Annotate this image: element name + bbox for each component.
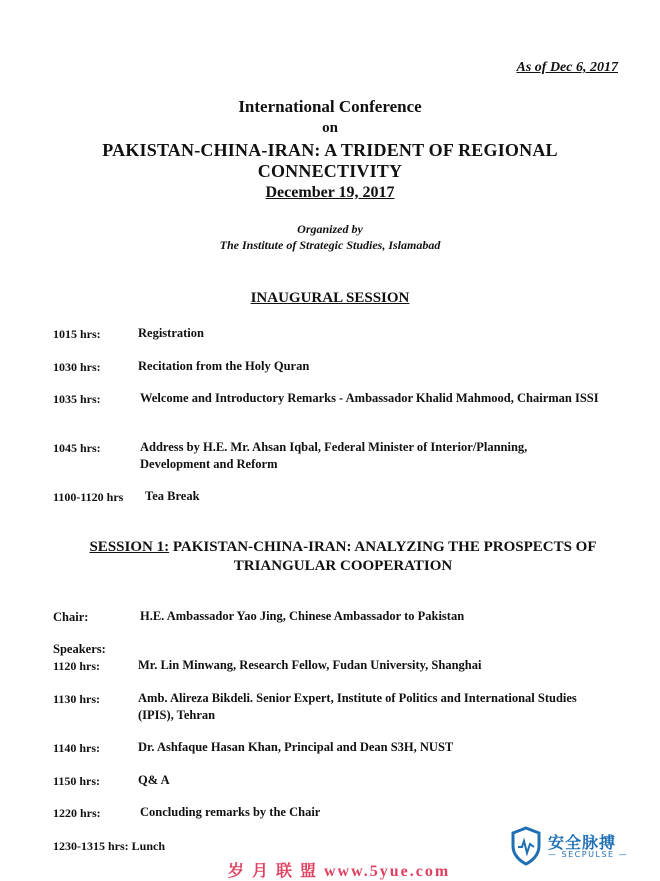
title-line-2: on (322, 120, 338, 136)
speakers-label: Speakers: (53, 642, 106, 656)
schedule-time: 1100-1120 hrs (53, 490, 124, 504)
schedule-time: 1130 hrs: (53, 692, 101, 706)
inaugural-session-heading: INAUGURAL SESSION (250, 290, 410, 306)
schedule-item: Q& A (138, 773, 170, 787)
organized-by-label: Organized by (297, 222, 363, 236)
schedule-item: Address by H.E. Mr. Ahsan Iqbal, Federal Minister of Interior/Planning, Development and Reform (140, 440, 528, 471)
chair-label: Chair: (53, 610, 89, 624)
schedule-time: 1035 hrs: (53, 392, 101, 406)
schedule-time: 1150 hrs: (53, 774, 101, 788)
session-1-title: PAKISTAN-CHINA-IRAN: ANALYZING THE PROSPECTS OF TRIANGULAR COOPERATION (172, 539, 597, 574)
schedule-item: Recitation from the Holy Quran (138, 359, 310, 373)
schedule-item: Concluding remarks by the Chair (140, 805, 321, 819)
organizer-name: The Institute of Strategic Studies, Islamabad (219, 238, 441, 252)
session-1-heading (58, 538, 628, 576)
speaker-item: Dr. Ashfaque Hasan Khan, Principal and Dean S3H, NUST (138, 740, 454, 754)
schedule-time: 1045 hrs: (53, 441, 101, 455)
speaker-item: Amb. Alireza Bikdeli. Senior Expert, Institute of Politics and International Studies (IPIS), Tehran (138, 691, 577, 722)
site-watermark: 岁 月 联 盟 www.5yue.com (228, 863, 451, 880)
schedule-item: Welcome and Introductory Remarks - Ambassador Khalid Mahmood, Chairman ISSI (140, 391, 599, 405)
logo-text: 安全脉搏 (548, 833, 617, 852)
schedule-time: 1030 hrs: (53, 360, 101, 374)
chair-name: H.E. Ambassador Yao Jing, Chinese Ambassador to Pakistan (140, 609, 465, 623)
shield-icon (510, 826, 542, 866)
conference-title: PAKISTAN-CHINA-IRAN: A TRIDENT OF REGIONAL CONNECTIVITY (102, 140, 558, 181)
schedule-item: Tea Break (145, 489, 200, 503)
conference-date: December 19, 2017 (265, 184, 395, 201)
schedule-time: 1140 hrs: (53, 741, 101, 755)
title-line-1: International Conference (238, 97, 422, 116)
schedule-time: 1015 hrs: (53, 327, 101, 341)
logo-subtext: — SECPULSE — (548, 850, 629, 859)
lunch-item: 1230-1315 hrs: Lunch (53, 839, 166, 853)
schedule-time: 1120 hrs: (53, 659, 101, 673)
schedule-time: 1220 hrs: (53, 806, 101, 820)
session-1-label: SESSION 1: (89, 539, 170, 555)
as-of-date: As of Dec 6, 2017 (516, 60, 618, 75)
speaker-item: Mr. Lin Minwang, Research Fellow, Fudan University, Shanghai (138, 658, 482, 672)
schedule-item: Registration (138, 326, 204, 340)
